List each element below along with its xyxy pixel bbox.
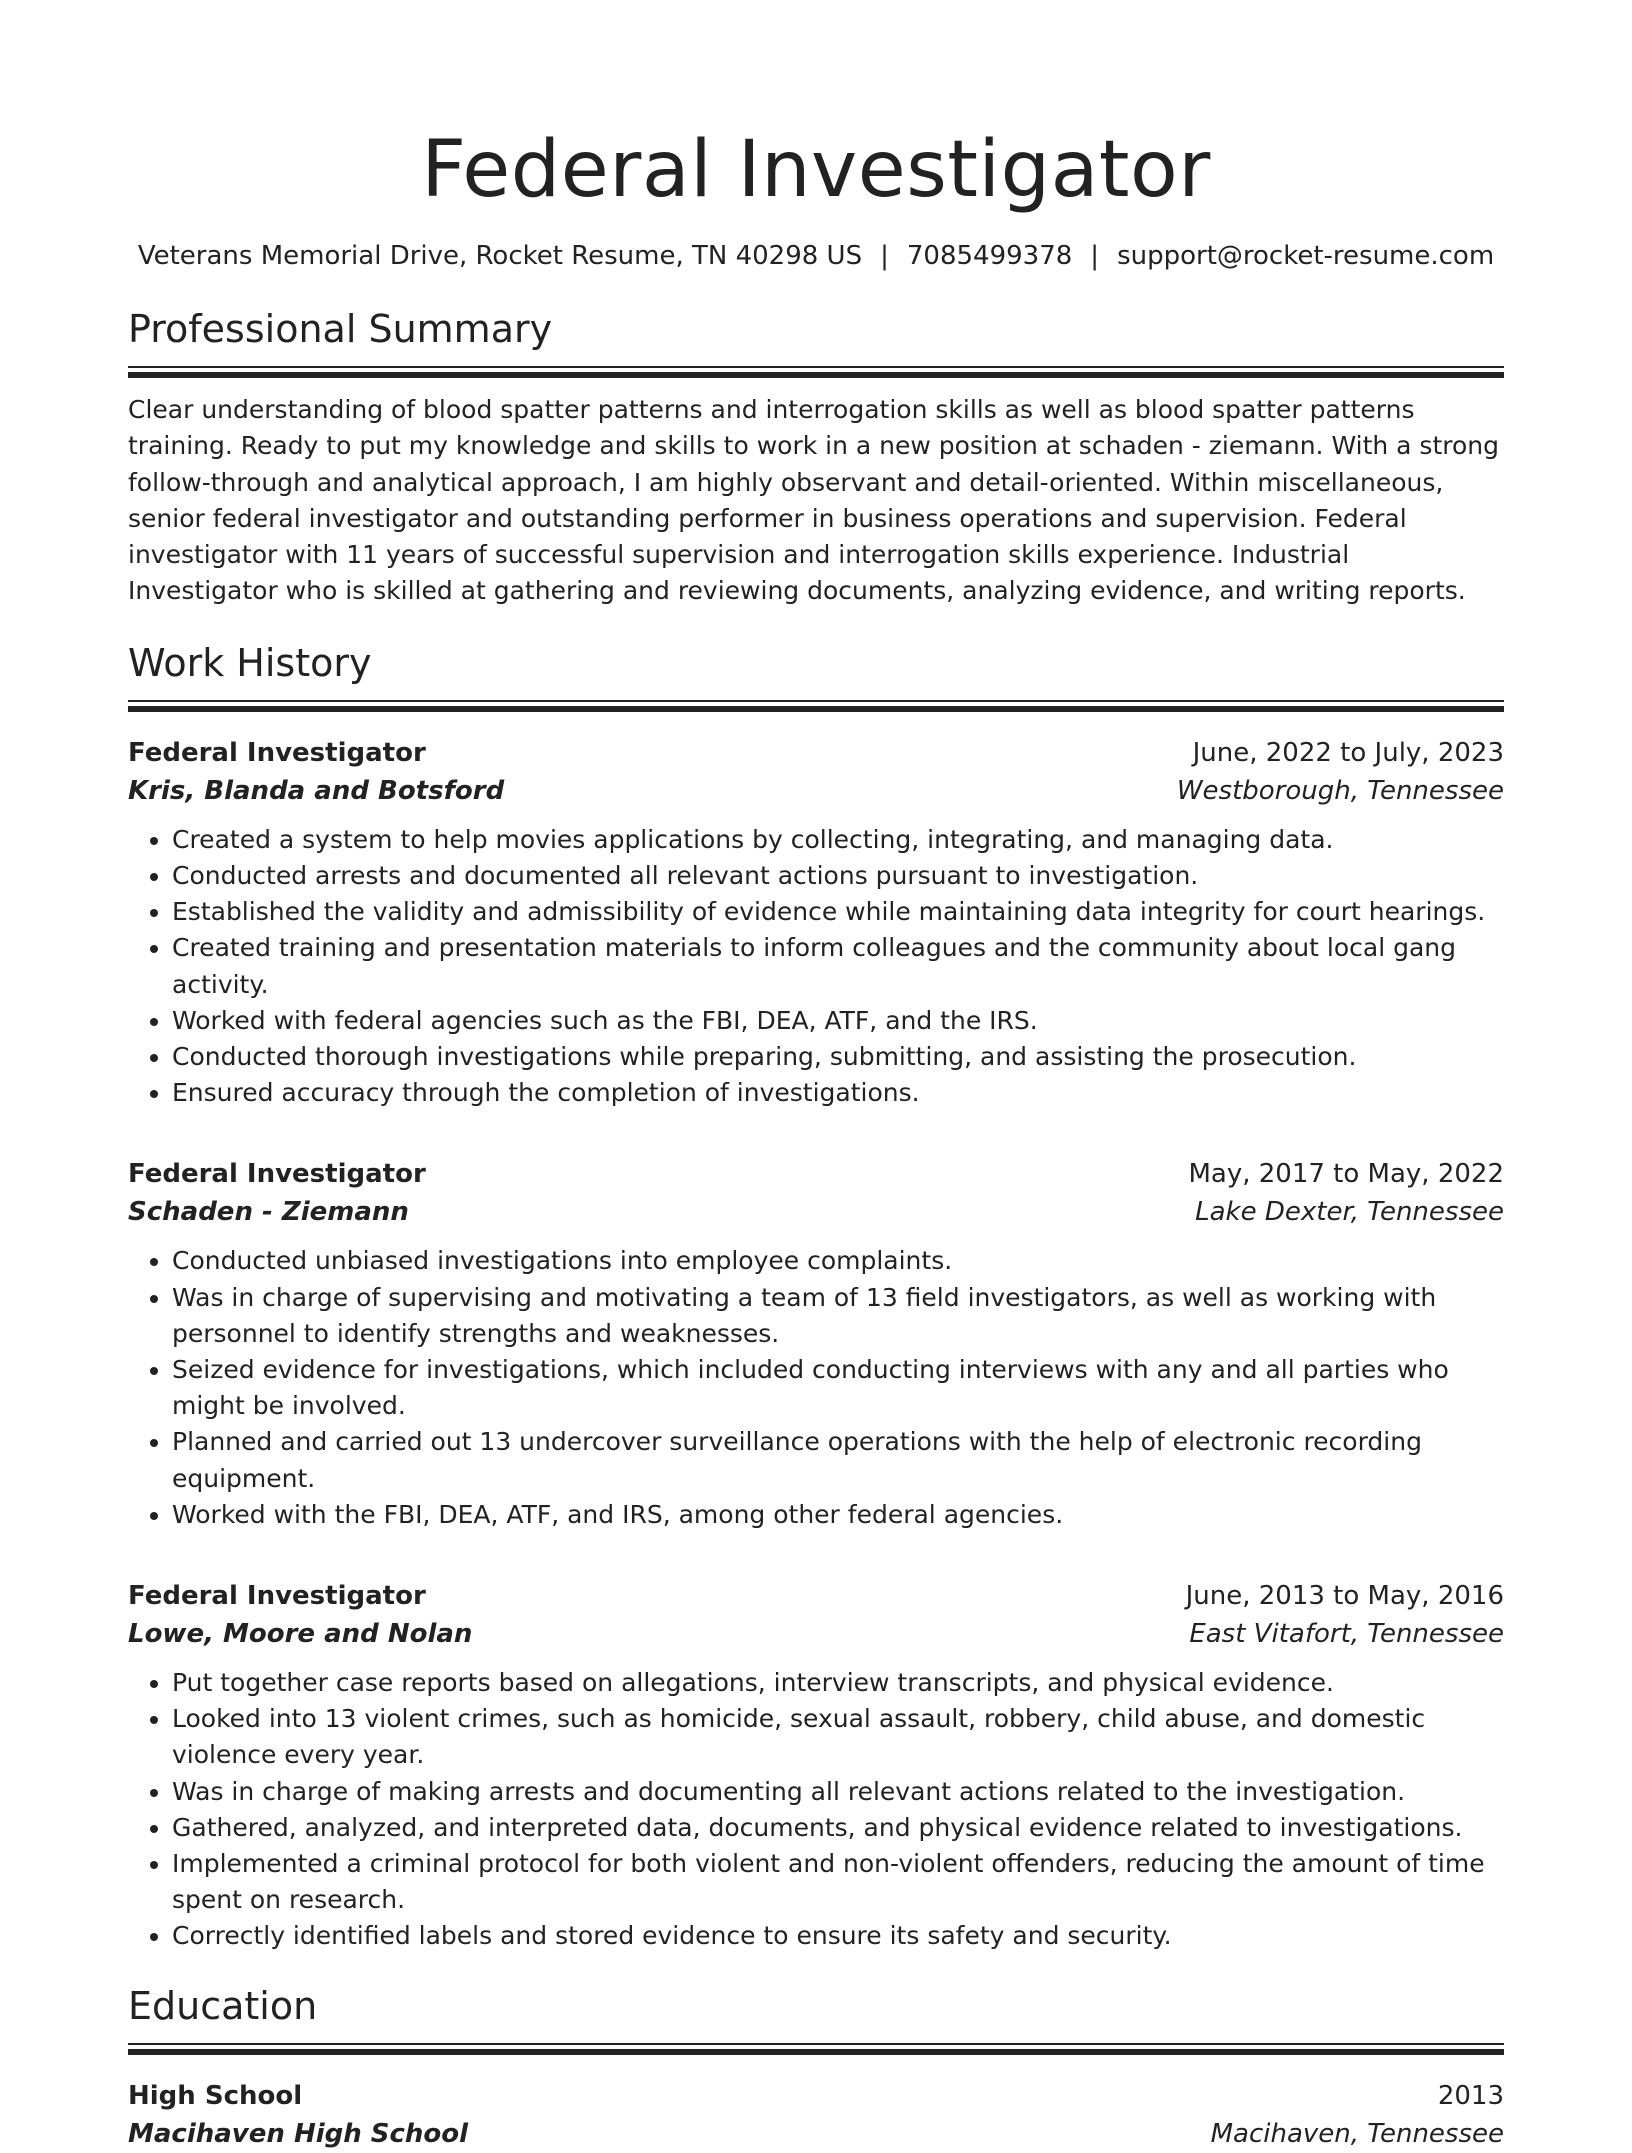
education-degree: High School bbox=[128, 2080, 303, 2111]
list-item: • Was in charge of supervising and motivating a team of 13 field investigators, as well as working with personnel to identify strengths and weaknesses. bbox=[172, 1280, 1504, 1352]
job-company-row bbox=[128, 1615, 1504, 1653]
email: support@rocket-resume.com bbox=[1117, 241, 1495, 271]
job-company-row bbox=[128, 772, 1504, 810]
job-dates: June, 2022 to July, 2023 bbox=[1192, 737, 1504, 768]
list-item: • Put together case reports based on allegations, interview transcripts, and physical evidence. bbox=[172, 1665, 1504, 1701]
job-location: Lake Dexter, Tennessee bbox=[1195, 1197, 1504, 1228]
job-location: Westborough, Tennessee bbox=[1176, 775, 1504, 806]
list-item: • Implemented a criminal protocol for both violent and non-violent offenders, reducing the amount of time spent on research. bbox=[172, 1846, 1504, 1918]
section-divider bbox=[128, 700, 1504, 712]
resume-page bbox=[128, 118, 1504, 2153]
list-item: • Planned and carried out 13 undercover surveillance operations with the help of electronic recording equipment. bbox=[172, 1424, 1504, 1496]
education-header-row bbox=[128, 2077, 1504, 2115]
section-heading: Work History bbox=[128, 640, 372, 685]
list-item: • Ensured accuracy through the completion of investigations. bbox=[172, 1075, 1504, 1111]
list-item: • Created a system to help movies applications by collecting, integrating, and managing data. bbox=[172, 822, 1504, 858]
summary-text: Clear understanding of blood spatter patterns and interrogation skills as well as blood spatter patterns training. Ready to put my knowledge and skills to work in a new position at schaden - ziemann. With a strong follow-through and analytical approach, I am highly observant and detail-oriented. Within miscellaneous, senior federal investigator and outstanding performer in business operations and supervision. Federal investigator with 11 years of successful supervision and interrogation skills experience. Industrial Investigator who is skilled at gathering and reviewing documents, analyzing evidence, and writing reports. bbox=[128, 395, 1499, 606]
list-item: • Conducted arrests and documented all relevant actions pursuant to investigation. bbox=[172, 858, 1504, 894]
list-item: • Gathered, analyzed, and interpreted data, documents, and physical evidence related to investigations. bbox=[172, 1810, 1504, 1846]
job-title: Federal Investigator bbox=[128, 737, 426, 768]
education-location: Macihaven, Tennessee bbox=[1210, 2118, 1504, 2149]
job-bullets bbox=[128, 822, 1504, 1112]
contact-line bbox=[128, 238, 1504, 274]
list-item: • Conducted unbiased investigations into employee complaints. bbox=[172, 1243, 1504, 1279]
list-item: • Was in charge of making arrests and documenting all relevant actions related to the investigation. bbox=[172, 1774, 1504, 1810]
list-item: • Looked into 13 violent crimes, such as homicide, sexual assault, robbery, child abuse, and domestic violence every year. bbox=[172, 1701, 1504, 1773]
address: Veterans Memorial Drive, Rocket Resume, TN 40298 US bbox=[137, 241, 863, 271]
list-item: • Worked with federal agencies such as the FBI, DEA, ATF, and the IRS. bbox=[172, 1003, 1504, 1039]
education-section bbox=[128, 1981, 1504, 2153]
education-entry bbox=[128, 2077, 1504, 2153]
job-dates: June, 2013 to May, 2016 bbox=[1185, 1581, 1504, 1612]
job-header-row bbox=[128, 1155, 1504, 1193]
job-company: Schaden - Ziemann bbox=[128, 1197, 409, 1228]
job-header-row bbox=[128, 1577, 1504, 1615]
phone: 7085499378 bbox=[906, 241, 1073, 271]
list-item: • Seized evidence for investigations, which included conducting interviews with any and all parties who might be involved. bbox=[172, 1352, 1504, 1424]
list-item: • Worked with the FBI, DEA, ATF, and IRS, among other federal agencies. bbox=[172, 1497, 1504, 1533]
section-heading: Education bbox=[128, 1983, 318, 2028]
job-header-row bbox=[128, 734, 1504, 772]
education-school-row bbox=[128, 2115, 1504, 2153]
job-entry bbox=[128, 1155, 1504, 1533]
contact-separator: | bbox=[1090, 241, 1100, 271]
job-dates: May, 2017 to May, 2022 bbox=[1188, 1159, 1504, 1190]
summary-section bbox=[128, 304, 1504, 610]
job-location: East Vitafort, Tennessee bbox=[1189, 1619, 1504, 1650]
list-item: • Conducted thorough investigations while preparing, submitting, and assisting the prosecution. bbox=[172, 1039, 1504, 1075]
section-divider bbox=[128, 366, 1504, 378]
job-entry bbox=[128, 734, 1504, 1112]
job-bullets bbox=[128, 1665, 1504, 1955]
job-title: Federal Investigator bbox=[128, 1581, 426, 1612]
job-title: Federal Investigator bbox=[128, 1159, 426, 1190]
job-entry bbox=[128, 1577, 1504, 1955]
job-bullets bbox=[128, 1243, 1504, 1533]
education-year: 2013 bbox=[1437, 2080, 1504, 2111]
list-item: • Established the validity and admissibility of evidence while maintaining data integrity for court hearings. bbox=[172, 894, 1504, 930]
job-company-row bbox=[128, 1193, 1504, 1231]
section-divider bbox=[128, 2043, 1504, 2055]
job-company: Lowe, Moore and Nolan bbox=[128, 1619, 473, 1650]
list-item: • Correctly identified labels and stored evidence to ensure its safety and security. bbox=[172, 1918, 1504, 1954]
contact-separator: | bbox=[880, 241, 889, 271]
section-heading: Professional Summary bbox=[128, 307, 553, 351]
list-item: • Created training and presentation materials to inform colleagues and the community about local gang activity. bbox=[172, 930, 1504, 1002]
job-company: Kris, Blanda and Botsford bbox=[128, 775, 505, 806]
work-history-section bbox=[128, 638, 1504, 1955]
education-school: Macihaven High School bbox=[128, 2118, 469, 2149]
page-title: Federal Investigator bbox=[421, 125, 1211, 215]
